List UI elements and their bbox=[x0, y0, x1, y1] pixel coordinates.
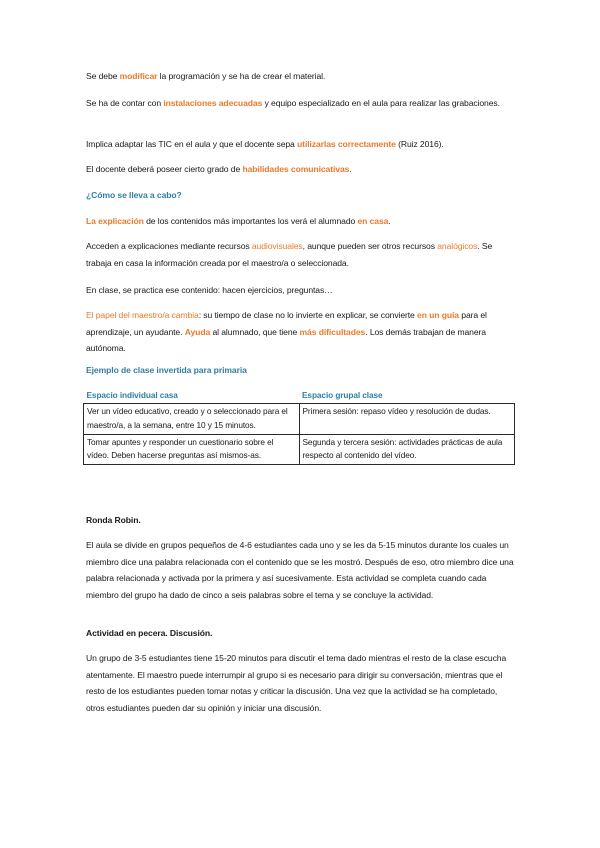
text: la programación y se ha de crear el material. bbox=[157, 71, 326, 81]
highlight: habilidades comunicativas bbox=[242, 164, 350, 174]
text: Se debe bbox=[86, 71, 120, 81]
highlight: instalaciones adecuadas bbox=[163, 98, 263, 108]
highlight: modificar bbox=[119, 71, 158, 81]
table-header-cell: Espacio grupal clase bbox=[299, 388, 515, 404]
paragraph-ronda-robin: El aula se divide en grupos pequeños de 4-6 estudiantes cada uno y se les da 5-15 minutos durante los cuales un miembro dice una palabra relacionada con el contenido que se les mostró. Después de eso, otro miembro dice una palabra relacionada y activada por la primera y así sucesivamente. Esta actividad se completa cuando cada miembro del grupo ha dado de cinco a seis palabras sobre el tema y se concluye la actividad. bbox=[86, 540, 514, 600]
text: . Los demás trabajan de manera autónoma. bbox=[86, 326, 486, 354]
table-header-cell: Espacio individual casa bbox=[84, 388, 300, 404]
heading-ronda-robin: Ronda Robin. bbox=[86, 515, 141, 525]
text: El docente deberá poseer cierto grado de bbox=[86, 164, 243, 174]
paragraph-explicacion bbox=[86, 213, 516, 230]
highlight: utilizarlas correctamente bbox=[297, 139, 396, 149]
paragraph-instalaciones bbox=[86, 95, 516, 112]
table-cell: Primera sesión: repaso vídeo y resolución de dudas. bbox=[299, 404, 515, 435]
table-header-row bbox=[84, 388, 515, 404]
classroom-table bbox=[83, 388, 515, 465]
text: . bbox=[388, 216, 391, 226]
highlight: en casa bbox=[357, 216, 389, 226]
table-cell: Segunda y tercera sesión: actividades prácticas de aula respecto al contenido del vídeo. bbox=[299, 434, 515, 465]
paragraph-en-clase: En clase, se practica ese contenido: hacen ejercicios, preguntas… bbox=[86, 285, 333, 295]
heading-como-se-lleva: ¿Cómo se lleva a cabo? bbox=[86, 190, 182, 200]
text: Se ha de contar con bbox=[86, 98, 164, 108]
highlight: analógicos bbox=[437, 241, 478, 251]
table-row bbox=[84, 434, 515, 465]
paragraph-modificar bbox=[86, 68, 516, 85]
text: y equipo especializado en el aula para realizar las grabaciones. bbox=[262, 98, 500, 108]
highlight: Ayuda bbox=[184, 326, 211, 337]
text: al alumnado, que tiene bbox=[210, 326, 300, 337]
highlight: audiovisuales bbox=[251, 241, 303, 251]
text: . bbox=[349, 164, 352, 174]
highlight: El papel del maestro/a cambia bbox=[86, 310, 199, 320]
paragraph-acceden bbox=[86, 238, 516, 271]
heading-actividad-pecera: Actividad en pecera. Discusión. bbox=[86, 628, 213, 638]
highlight: más dificultades bbox=[299, 326, 366, 337]
table-cell: Ver un vídeo educativo, creado y o seleccionado para el maestro/a, a la semana, entre 10 y 15 minutos. bbox=[84, 404, 300, 435]
paragraph-papel-maestro bbox=[86, 307, 516, 357]
heading-ejemplo-clase: Ejemplo de clase invertida para primaria bbox=[86, 365, 247, 375]
text: , aunque pueden ser otros recursos bbox=[302, 241, 438, 251]
text: : su tiempo de clase no lo invierte en explicar, se convierte bbox=[198, 310, 418, 320]
paragraph-tic bbox=[86, 136, 516, 153]
text: Implica adaptar las TIC en el aula y que el docente sepa bbox=[86, 139, 298, 149]
text: (Ruiz 2016). bbox=[395, 139, 444, 149]
highlight: La explicación bbox=[86, 216, 144, 226]
text: . Se trabaja en casa la información creada por el maestro/a o seleccionada. bbox=[86, 241, 493, 268]
table-cell: Tomar apuntes y responder un cuestionario sobre el vídeo. Deben hacerse preguntas así mismos-as. bbox=[84, 434, 300, 465]
text: para el aprendizaje, un ayudante. bbox=[86, 310, 487, 337]
paragraph-habilidades bbox=[86, 161, 516, 178]
table-row bbox=[84, 404, 515, 435]
text: Acceden a explicaciones mediante recursos bbox=[86, 241, 252, 251]
highlight: en un guía bbox=[417, 310, 459, 320]
text: de los contenidos más importantes los verá el alumnado bbox=[143, 216, 358, 226]
paragraph-actividad-pecera: Un grupo de 3-5 estudiantes tiene 15-20 minutos para discutir el tema dado mientras el resto de la clase escucha atentamente. El maestro puede interrumpir al grupo si es necesario para dirigir su conversación, mientras que el resto de los estudiantes pueden tomar notas y criticar la discusión. Una vez que la actividad se ha completado, otros estudiantes pueden dar su opinión y iniciar una discusión. bbox=[86, 653, 507, 713]
